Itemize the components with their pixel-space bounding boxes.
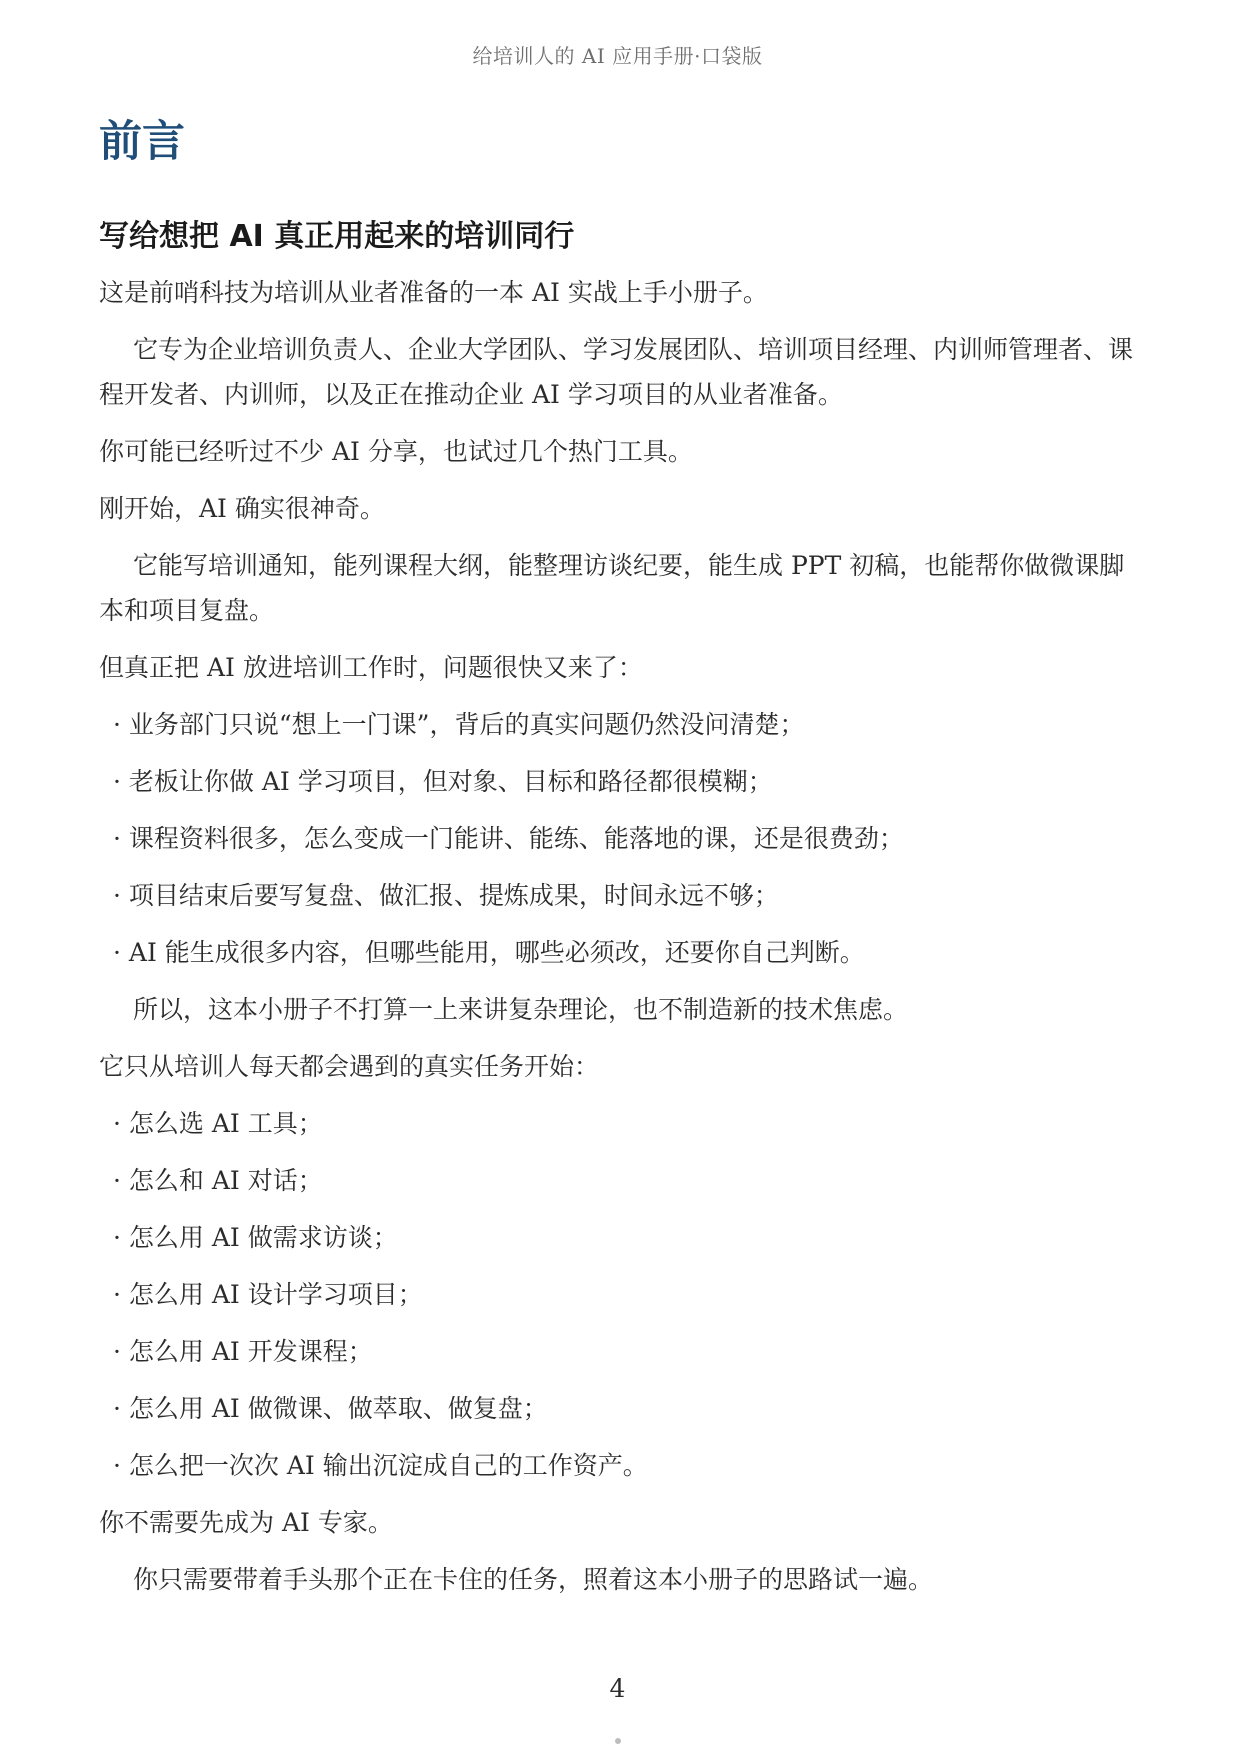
bullet-item: · 课程资料很多，怎么变成一门能讲、能练、能落地的课，还是很费劲； xyxy=(113,824,904,853)
paragraph: 所以，这本小册子不打算一上来讲复杂理论，也不制造新的技术焦虑。 xyxy=(133,995,909,1024)
paragraph: 这是前哨科技为培训从业者准备的一本 AI 实战上手小册子。 xyxy=(99,278,768,307)
bullet-item: · AI 能生成很多内容，但哪些能用，哪些必须改，还要你自己判断。 xyxy=(113,938,865,967)
paragraph: 你可能已经听过不少 AI 分享，也试过几个热门工具。 xyxy=(99,437,693,466)
paragraph: 它专为企业培训负责人、企业大学团队、学习发展团队、培训项目经理、内训师管理者、课程开发者、内训师，以及正在推动企业 AI 学习项目的从业者准备。 xyxy=(99,335,1134,409)
bullet-item: · 项目结束后要写复盘、做汇报、提炼成果，时间永远不够； xyxy=(113,881,779,910)
bullet-item: · 怎么选 AI 工具； xyxy=(113,1109,323,1138)
paragraph: 刚开始，AI 确实很神奇。 xyxy=(99,494,385,523)
bullet-item: · 怎么用 AI 做微课、做萃取、做复盘； xyxy=(113,1394,548,1423)
bullet-item: · 怎么和 AI 对话； xyxy=(113,1166,323,1195)
bullet-item: · 怎么把一次次 AI 输出沉淀成自己的工作资产。 xyxy=(113,1451,648,1480)
paragraph: 它能写培训通知，能列课程大纲，能整理访谈纪要，能生成 PPT 初稿，也能帮你做微课脚本和项目复盘。 xyxy=(99,551,1125,625)
paragraph: 它只从培训人每天都会遇到的真实任务开始： xyxy=(99,1052,600,1081)
paragraph: 你不需要先成为 AI 专家。 xyxy=(99,1508,393,1537)
paragraph: 你只需要带着手头那个正在卡住的任务，照着这本小册子的思路试一遍。 xyxy=(133,1565,934,1594)
bullet-item: · 怎么用 AI 开发课程； xyxy=(113,1337,373,1366)
bullet-item: · 怎么用 AI 设计学习项目； xyxy=(113,1280,423,1309)
chapter-title: 前言 xyxy=(99,117,185,167)
section-title: 写给想把 AI 真正用起来的培训同行 xyxy=(99,219,575,254)
running-header: 给培训人的 AI 应用手册·口袋版 xyxy=(472,44,763,68)
bullet-item: · 业务部门只说“想上一门课”，背后的真实问题仍然没问清楚； xyxy=(113,710,805,739)
page-number: 4 xyxy=(609,1674,626,1703)
body-text xyxy=(99,270,1139,1602)
bullet-item: · 怎么用 AI 做需求访谈； xyxy=(113,1223,398,1252)
bullet-item: · 老板让你做 AI 学习项目，但对象、目标和路径都很模糊； xyxy=(113,767,773,796)
paragraph: 但真正把 AI 放进培训工作时，问题很快又来了： xyxy=(99,653,643,682)
decorative-dot xyxy=(615,1738,621,1744)
page-content xyxy=(99,112,1139,1614)
